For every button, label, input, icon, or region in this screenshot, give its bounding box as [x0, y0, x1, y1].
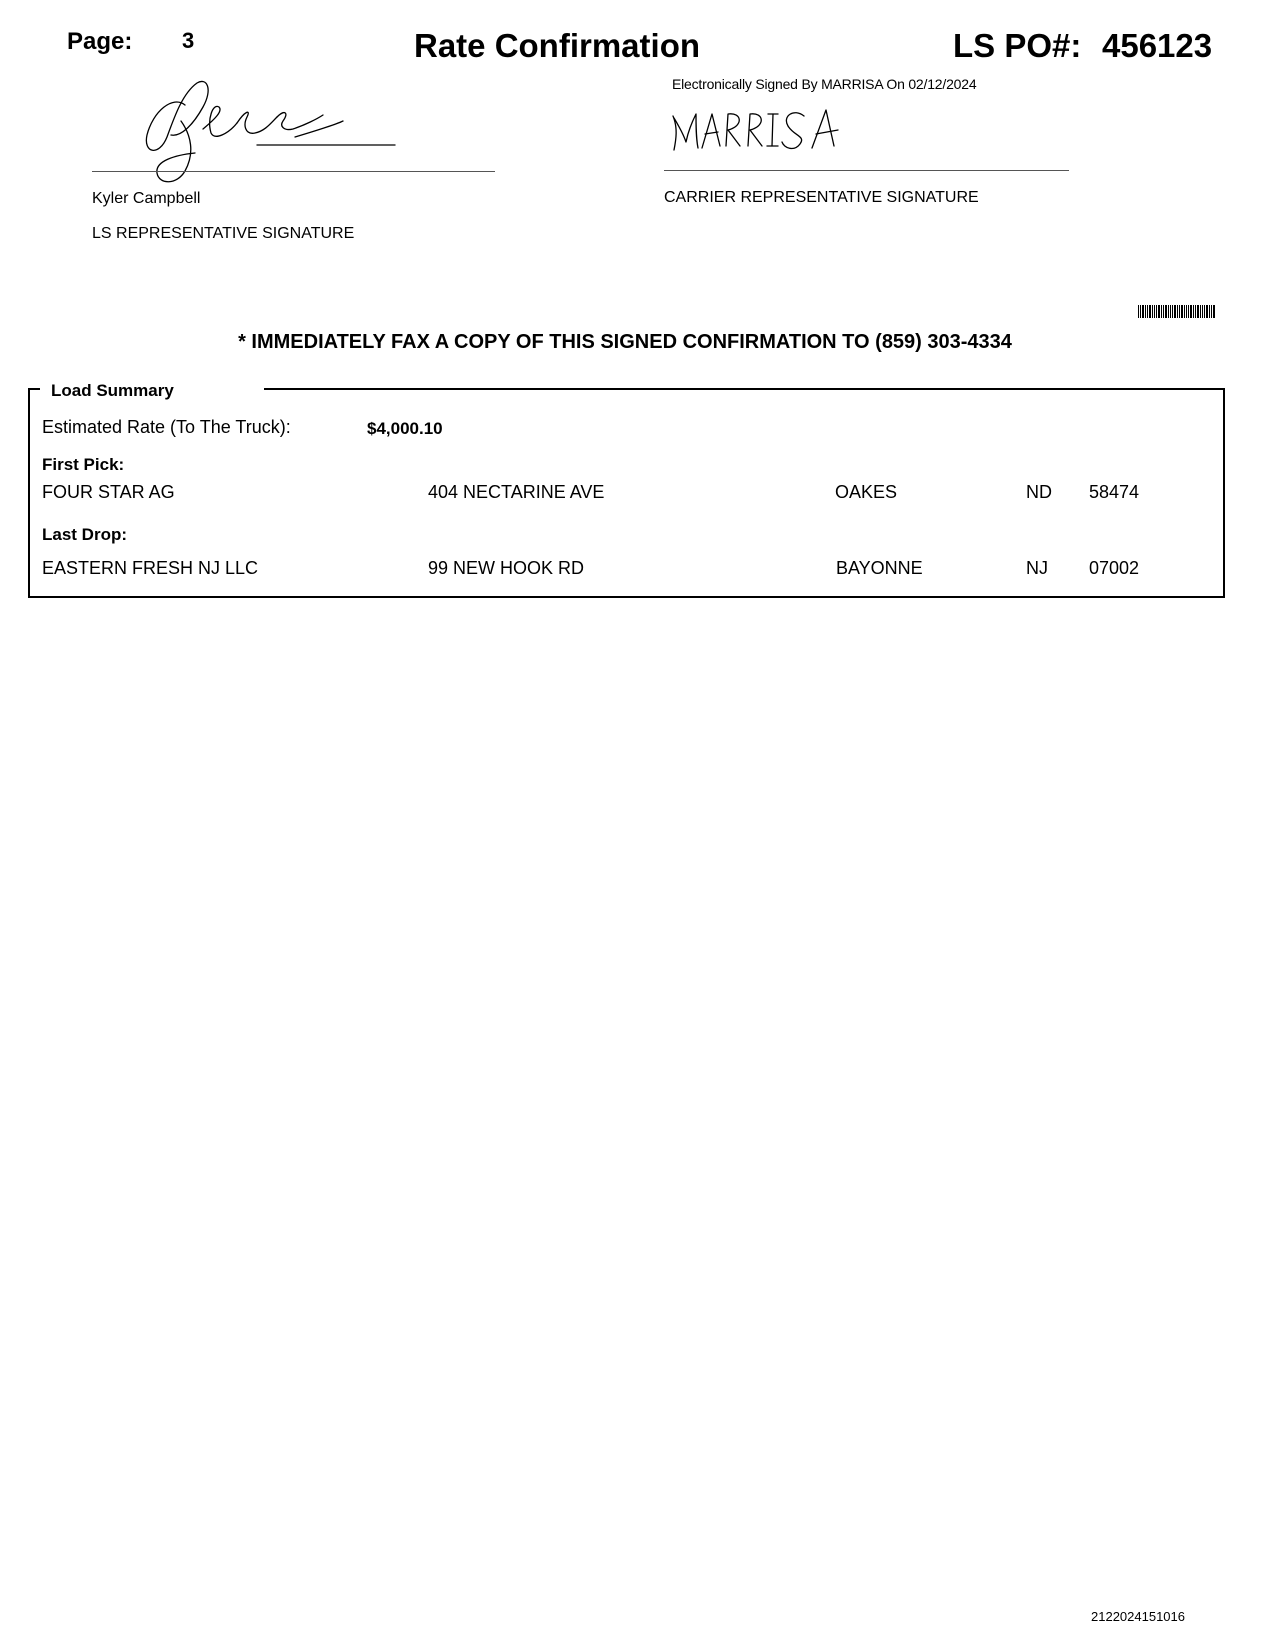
carrier-signature-line	[664, 170, 1069, 171]
po-number: 456123	[1102, 27, 1213, 64]
last-drop-name: EASTERN FRESH NJ LLC	[42, 558, 259, 578]
last-drop-label: Last Drop:	[42, 525, 127, 544]
last-drop-address: 99 NEW HOOK RD	[428, 558, 585, 578]
carrier-signature-caption: CARRIER REPRESENTATIVE SIGNATURE	[664, 189, 979, 206]
ls-signature-line	[92, 171, 495, 172]
first-pick-city: OAKES	[835, 482, 898, 502]
ls-representative-signature-image	[145, 75, 415, 195]
load-summary-border-tick	[28, 388, 30, 398]
first-pick-label: First Pick:	[42, 455, 125, 474]
ls-signature-caption: LS REPRESENTATIVE SIGNATURE	[92, 225, 355, 242]
first-pick-address: 404 NECTARINE AVE	[428, 482, 605, 502]
estimated-rate-value: $4,000.10	[367, 419, 443, 438]
load-summary-border-right	[264, 388, 1225, 390]
ls-representative-name: Kyler Campbell	[92, 190, 201, 207]
last-drop-city: BAYONNE	[836, 558, 923, 578]
page-label: Page:	[67, 28, 133, 55]
first-pick-name: FOUR STAR AG	[42, 482, 175, 502]
barcode-icon	[1138, 305, 1216, 323]
po-label: LS PO#:	[953, 27, 1082, 64]
last-drop-zip: 07002	[1089, 558, 1140, 578]
load-summary-title: Load Summary	[51, 381, 174, 400]
electronic-signature-note: Electronically Signed By MARRISA On 02/12/2024	[672, 76, 977, 92]
document-title: Rate Confirmation	[414, 27, 701, 64]
first-pick-zip: 58474	[1089, 482, 1140, 502]
estimated-rate-label: Estimated Rate (To The Truck):	[42, 417, 291, 437]
footer-document-code: 2122024151016	[1091, 1609, 1185, 1624]
first-pick-state: ND	[1026, 482, 1052, 502]
last-drop-state: NJ	[1026, 558, 1048, 578]
page-number: 3	[182, 28, 195, 53]
fax-notice: * IMMEDIATELY FAX A COPY OF THIS SIGNED CONFIRMATION TO (859) 303-4334	[238, 331, 1012, 353]
carrier-representative-signature-image	[670, 106, 860, 159]
